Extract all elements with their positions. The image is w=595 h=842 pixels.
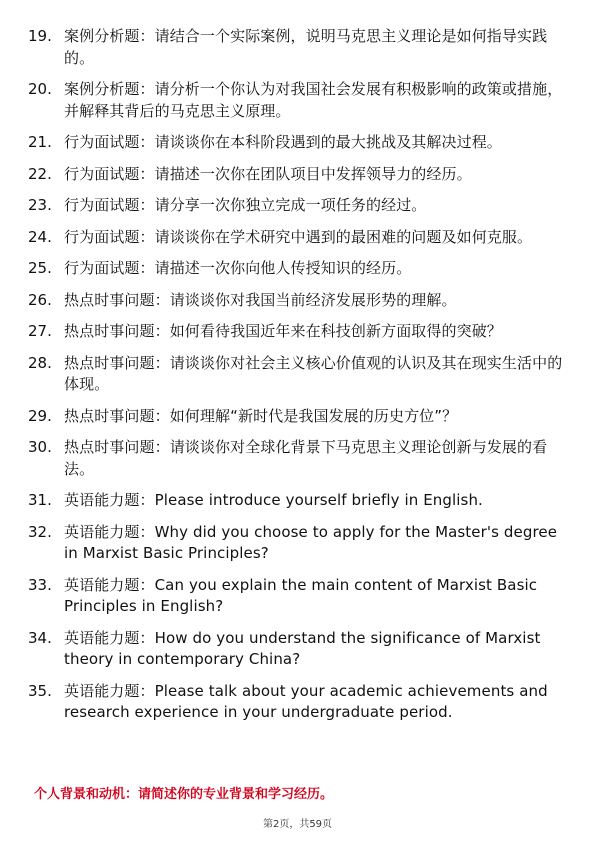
question-number: 33. xyxy=(28,575,52,594)
question-item xyxy=(28,132,568,154)
question-text: 热点时事问题：如何理解“新时代是我国发展的历史方位”？ xyxy=(64,406,458,425)
question-text: 行为面试题：请分享一次你独立完成一项任务的经过。 xyxy=(64,196,427,214)
question-item xyxy=(28,164,568,186)
question-text: 英语能力题：How do you understand the significance of Marxist theory in contemporary China? xyxy=(64,628,541,668)
question-number: 32. xyxy=(28,522,52,541)
question-number: 26. xyxy=(28,290,52,309)
question-list xyxy=(28,26,568,734)
question-number: 25. xyxy=(28,259,52,277)
question-item xyxy=(28,79,568,122)
question-text: 英语能力题：Please talk about your academic achievements and research experience in your undergraduate period. xyxy=(64,681,548,721)
question-text: 热点时事问题：如何看待我国近年来在科技创新方面取得的突破？ xyxy=(64,322,502,340)
question-number: 30. xyxy=(28,438,52,456)
question-item xyxy=(28,575,568,618)
question-item xyxy=(28,258,568,280)
page-number-label: 第2页，共59页 xyxy=(262,819,333,830)
question-number: 29. xyxy=(28,406,52,425)
question-text: 行为面试题：请描述一次你向他人传授知识的经历。 xyxy=(64,259,412,277)
question-item xyxy=(28,628,568,671)
question-text: 行为面试题：请谈谈你在本科阶段遇到的最大挑战及其解决过程。 xyxy=(64,133,502,151)
question-number: 28. xyxy=(28,353,52,372)
question-number: 19. xyxy=(28,27,52,45)
question-number: 35. xyxy=(28,681,52,700)
page-footer xyxy=(0,815,595,830)
question-number: 27. xyxy=(28,322,52,340)
section-heading: 个人背景和动机：请简述你的专业背景和学习经历。 xyxy=(34,787,334,802)
question-text: 热点时事问题：请谈谈你对全球化背景下马克思主义理论创新与发展的看法。 xyxy=(64,438,548,478)
question-text: 案例分析题：请分析一个你认为对我国社会发展有积极影响的政策或措施，并解释其背后的马克思主义原理。 xyxy=(64,80,563,120)
question-text: 热点时事问题：请谈谈你对我国当前经济发展形势的理解。 xyxy=(64,290,457,309)
question-number: 24. xyxy=(28,227,52,246)
question-number: 20. xyxy=(28,80,52,98)
question-item xyxy=(28,321,568,343)
question-item xyxy=(28,681,568,724)
question-number: 23. xyxy=(28,196,52,214)
question-item xyxy=(28,227,568,249)
question-text: 英语能力题：Why did you choose to apply for the Master's degree in Marxist Basic Principles? xyxy=(64,522,558,562)
question-number: 22. xyxy=(28,164,52,183)
question-number: 31. xyxy=(28,491,52,509)
question-item xyxy=(28,353,568,396)
question-item xyxy=(28,437,568,480)
question-item xyxy=(28,290,568,312)
question-item xyxy=(28,522,568,565)
question-number: 21. xyxy=(28,133,52,151)
question-text: 行为面试题：请描述一次你在团队项目中发挥领导力的经历。 xyxy=(64,164,472,183)
question-text: 案例分析题：请结合一个实际案例，说明马克思主义理论是如何指导实践的。 xyxy=(64,27,548,67)
question-item xyxy=(28,26,568,69)
question-item xyxy=(28,490,568,512)
question-number: 34. xyxy=(28,628,52,647)
question-text: 英语能力题：Can you explain the main content of Marxist Basic Principles in English? xyxy=(64,575,538,615)
question-item xyxy=(28,406,568,428)
question-item xyxy=(28,195,568,217)
question-text: 热点时事问题：请谈谈你对社会主义核心价值观的认识及其在现实生活中的体现。 xyxy=(64,353,563,393)
question-text: 英语能力题：Please introduce yourself briefly in English. xyxy=(64,491,483,509)
question-text: 行为面试题：请谈谈你在学术研究中遇到的最困难的问题及如何克服。 xyxy=(64,227,533,246)
